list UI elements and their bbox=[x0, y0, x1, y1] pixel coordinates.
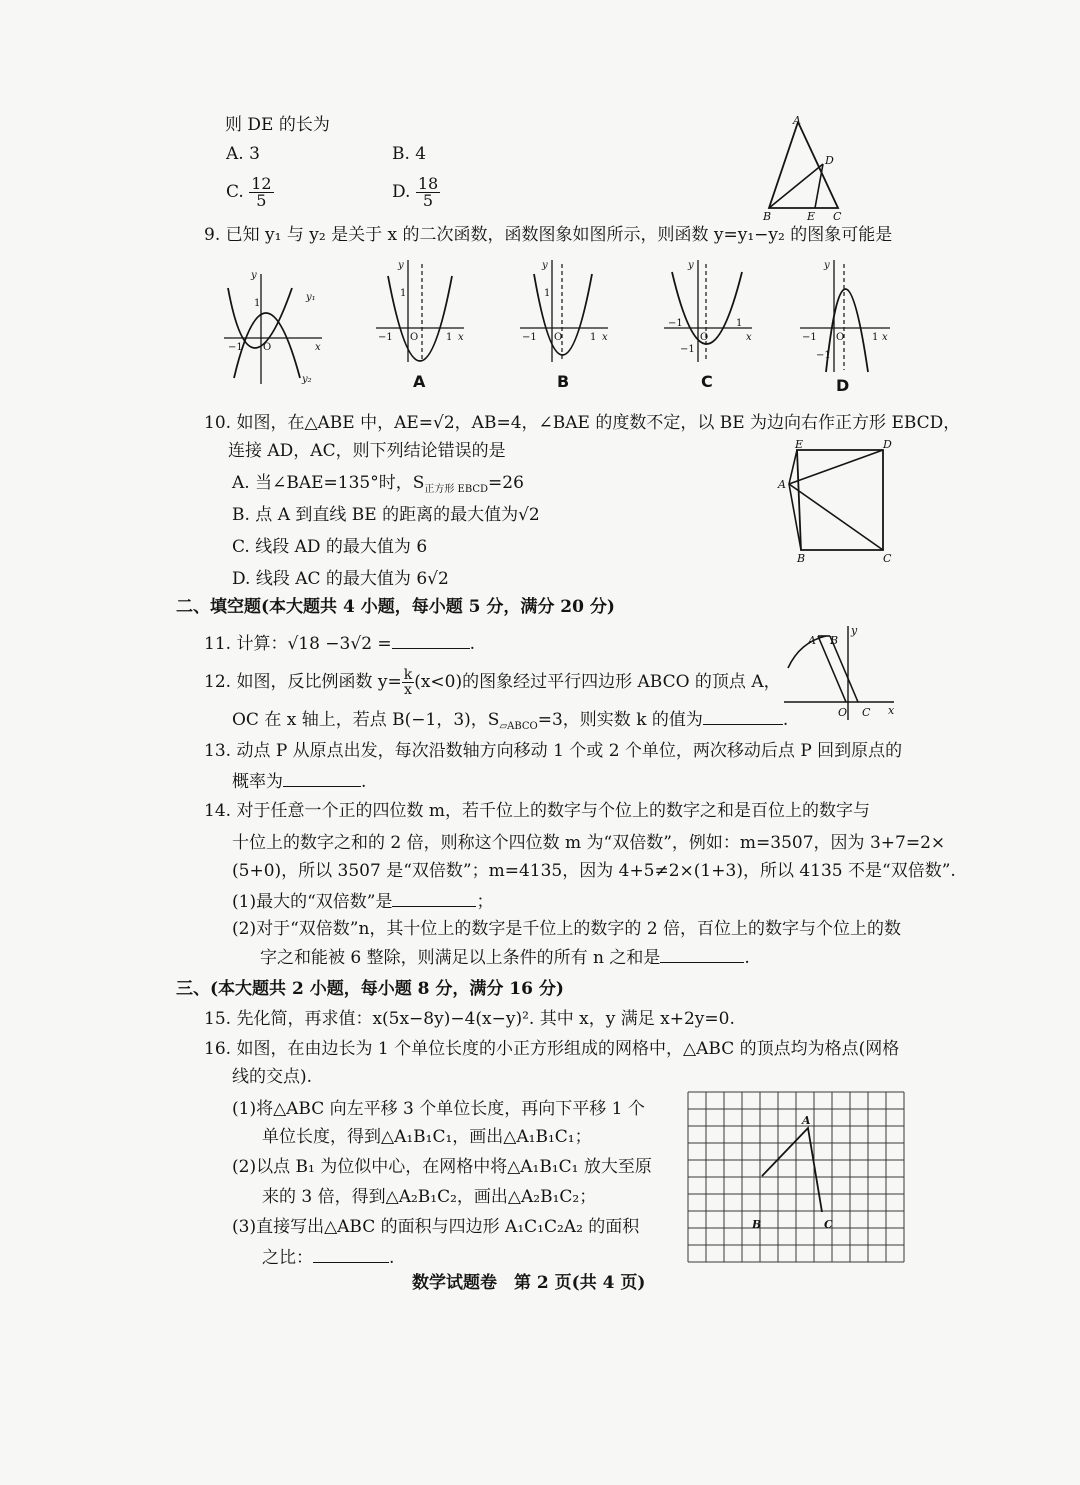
q14-line-2: 十位上的数字之和的 2 倍，则称这个四位数 m 为“双倍数”，例如：m=3507，因为 3+7=2× bbox=[232, 833, 946, 853]
svg-text:1: 1 bbox=[590, 332, 597, 343]
q8-option-a: A. 3 bbox=[226, 144, 260, 164]
section3-title: 三、(本大题共 2 小题，每小题 8 分，满分 16 分) bbox=[176, 979, 564, 999]
q8-option-c: C. $\frac{12}{5}$ bbox=[226, 174, 272, 210]
svg-text:C: C bbox=[824, 1218, 833, 1231]
q10-option-a: A. 当∠BAE=135°时，$S_{正方形 EBCD}=26$ bbox=[232, 473, 524, 495]
q9-option-a-label: A bbox=[413, 372, 426, 391]
q16-sub-1-line-2: 单位长度，得到△A₁B₁C₁，画出△A₁B₁C₁； bbox=[262, 1127, 592, 1147]
q12-line-1: 12. 如图，反比例函数 y= $\frac{k}{x}$ (x<0)的图象经过平行四边形 ABCO 的顶点 A， bbox=[204, 667, 781, 698]
q10-stem-2: 连接 AD，AC，则下列结论错误的是 bbox=[228, 441, 506, 461]
q8-option-d: D. $\frac{18}{5}$ bbox=[392, 174, 439, 210]
q9-option-b-label: B bbox=[557, 372, 570, 391]
q14-sub-2-line-1: (2)对于“双倍数”n，其十位上的数字是千位上的数字的 2 倍，百位上的数字与个位上的数 bbox=[232, 919, 902, 939]
q16-sub-3-line-1: (3)直接写出△ABC 的面积与四边形 A₁C₁C₂A₂ 的面积 bbox=[232, 1217, 640, 1237]
svg-text:x: x bbox=[882, 332, 888, 343]
q8-label-b: B bbox=[763, 210, 772, 222]
q15: 15. 先化简，再求值：x(5x−8y)−4(x−y)². 其中 x，y 满足 x+2y=0. bbox=[204, 1009, 735, 1029]
q8-label-d: D bbox=[825, 154, 834, 167]
svg-text:−1: −1 bbox=[680, 344, 695, 355]
svg-text:O: O bbox=[263, 342, 272, 353]
q9-option-d-graph bbox=[796, 256, 896, 376]
svg-text:C: C bbox=[883, 552, 892, 563]
svg-text:−1: −1 bbox=[522, 332, 537, 343]
svg-text:−1: −1 bbox=[378, 332, 393, 343]
q10-option-c: C. 线段 AD 的最大值为 6 bbox=[232, 537, 428, 557]
svg-text:B: B bbox=[830, 634, 839, 647]
q16-line-2: 线的交点). bbox=[232, 1067, 313, 1087]
svg-text:A: A bbox=[808, 634, 816, 647]
svg-text:B: B bbox=[752, 1218, 762, 1231]
svg-text:−1: −1 bbox=[228, 342, 243, 353]
q11: 11. 计算：√18 −3√2 = . bbox=[204, 634, 476, 654]
svg-text:O: O bbox=[700, 332, 709, 343]
svg-text:1: 1 bbox=[544, 288, 551, 299]
q9-option-c-graph bbox=[658, 256, 758, 366]
q9-option-c-label: C bbox=[701, 372, 713, 391]
q9-stem: 9. 已知 y₁ 与 y₂ 是关于 x 的二次函数，函数图象如图所示，则函数 y=y₁−y₂ 的图象可能是 bbox=[204, 225, 893, 245]
svg-text:y₁: y₁ bbox=[306, 292, 316, 303]
svg-text:O: O bbox=[836, 332, 845, 343]
q9-option-b-graph bbox=[514, 256, 614, 366]
svg-text:O: O bbox=[410, 332, 419, 343]
q16-grid-figure bbox=[686, 1090, 908, 1266]
q10-option-b: B. 点 A 到直线 BE 的距离的最大值为√2 bbox=[232, 505, 540, 525]
svg-text:y: y bbox=[251, 270, 257, 281]
q13-line-1: 13. 动点 P 从原点出发，每次沿数轴方向移动 1 个或 2 个单位，两次移动后点 P 回到原点的 bbox=[204, 741, 903, 761]
svg-text:x: x bbox=[458, 332, 464, 343]
svg-text:y: y bbox=[542, 260, 548, 271]
svg-text:x: x bbox=[888, 704, 895, 717]
svg-text:1: 1 bbox=[736, 318, 743, 329]
svg-text:A: A bbox=[802, 1114, 811, 1127]
svg-text:x: x bbox=[315, 342, 321, 353]
q16-sub-2-line-1: (2)以点 B₁ 为位似中心，在网格中将△A₁B₁C₁ 放大至原 bbox=[232, 1157, 652, 1177]
svg-text:1: 1 bbox=[400, 288, 407, 299]
grid-lines bbox=[688, 1092, 904, 1262]
q14-line-3: (5+0)，所以 3507 是“双倍数”；m=4135，因为 4+5≠2×(1+3)，所以 4135 不是“双倍数”. bbox=[232, 861, 956, 881]
svg-text:O: O bbox=[554, 332, 563, 343]
q12-line-2: OC 在 x 轴上，若点 B(−1，3)，$S_{▱ABCO}=3$，则实数 k 的值为 . bbox=[232, 710, 789, 732]
svg-text:O: O bbox=[838, 706, 848, 719]
q9-option-d-label: D bbox=[836, 376, 850, 395]
q16-sub-1-line-1: (1)将△ABC 向左平移 3 个单位长度，再向下平移 1 个 bbox=[232, 1099, 645, 1119]
q10-option-d: D. 线段 AC 的最大值为 6√2 bbox=[232, 569, 449, 589]
q8-label-c: C bbox=[833, 210, 842, 222]
svg-text:B: B bbox=[797, 552, 806, 563]
q9-given-graph bbox=[220, 268, 330, 388]
svg-text:C: C bbox=[862, 706, 871, 719]
svg-text:y: y bbox=[688, 260, 694, 271]
q14-sub-2-line-2: 字之和能被 6 整除，则满足以上条件的所有 n 之和是 . bbox=[260, 948, 750, 968]
svg-text:−1: −1 bbox=[668, 318, 683, 329]
svg-text:y: y bbox=[824, 260, 830, 271]
q16-sub-3-line-2: 之比： . bbox=[262, 1248, 395, 1268]
q14-line-1: 14. 对于任意一个正的四位数 m，若千位上的数字与个位上的数字之和是百位上的数字与 bbox=[204, 801, 870, 821]
svg-text:1: 1 bbox=[254, 298, 261, 309]
q10-stem-1: 10. 如图，在△ABE 中，AE=√2，AB=4，∠BAE 的度数不定，以 BE 为边向右作正方形 EBCD， bbox=[204, 413, 961, 433]
svg-text:y: y bbox=[398, 260, 404, 271]
q13-line-2: 概率为 . bbox=[232, 772, 367, 792]
svg-text:A: A bbox=[778, 478, 786, 491]
svg-text:1: 1 bbox=[446, 332, 453, 343]
svg-text:x: x bbox=[746, 332, 752, 343]
q16-line-1: 16. 如图，在由边长为 1 个单位长度的小正方形组成的网格中，△ABC 的顶点均为格点(网格 bbox=[204, 1039, 900, 1059]
q9-option-a-graph bbox=[370, 256, 470, 366]
svg-text:−1: −1 bbox=[802, 332, 817, 343]
svg-text:D: D bbox=[883, 438, 892, 451]
svg-text:1: 1 bbox=[872, 332, 879, 343]
page-footer: 数学试题卷 第 2 页(共 4 页) bbox=[412, 1273, 646, 1293]
q8-label-e: E bbox=[807, 210, 816, 222]
svg-text:y: y bbox=[851, 624, 858, 637]
svg-text:y₂: y₂ bbox=[302, 374, 312, 385]
q8-option-b: B. 4 bbox=[392, 144, 427, 164]
svg-text:x: x bbox=[602, 332, 608, 343]
q10-square-figure bbox=[775, 438, 900, 563]
q16-sub-2-line-2: 来的 3 倍，得到△A₂B₁C₂，画出△A₂B₁C₂； bbox=[262, 1187, 597, 1207]
q8-stem: 则 DE 的长为 bbox=[225, 115, 330, 135]
q14-sub-1: (1)最大的“双倍数”是 ； bbox=[232, 892, 494, 912]
svg-text:E: E bbox=[795, 438, 804, 451]
q12-figure bbox=[778, 622, 900, 722]
q8-triangle-figure bbox=[755, 112, 855, 222]
svg-text:−1: −1 bbox=[816, 350, 831, 361]
section2-title: 二、填空题(本大题共 4 小题，每小题 5 分，满分 20 分) bbox=[176, 597, 615, 617]
q8-label-a: A bbox=[793, 114, 801, 127]
